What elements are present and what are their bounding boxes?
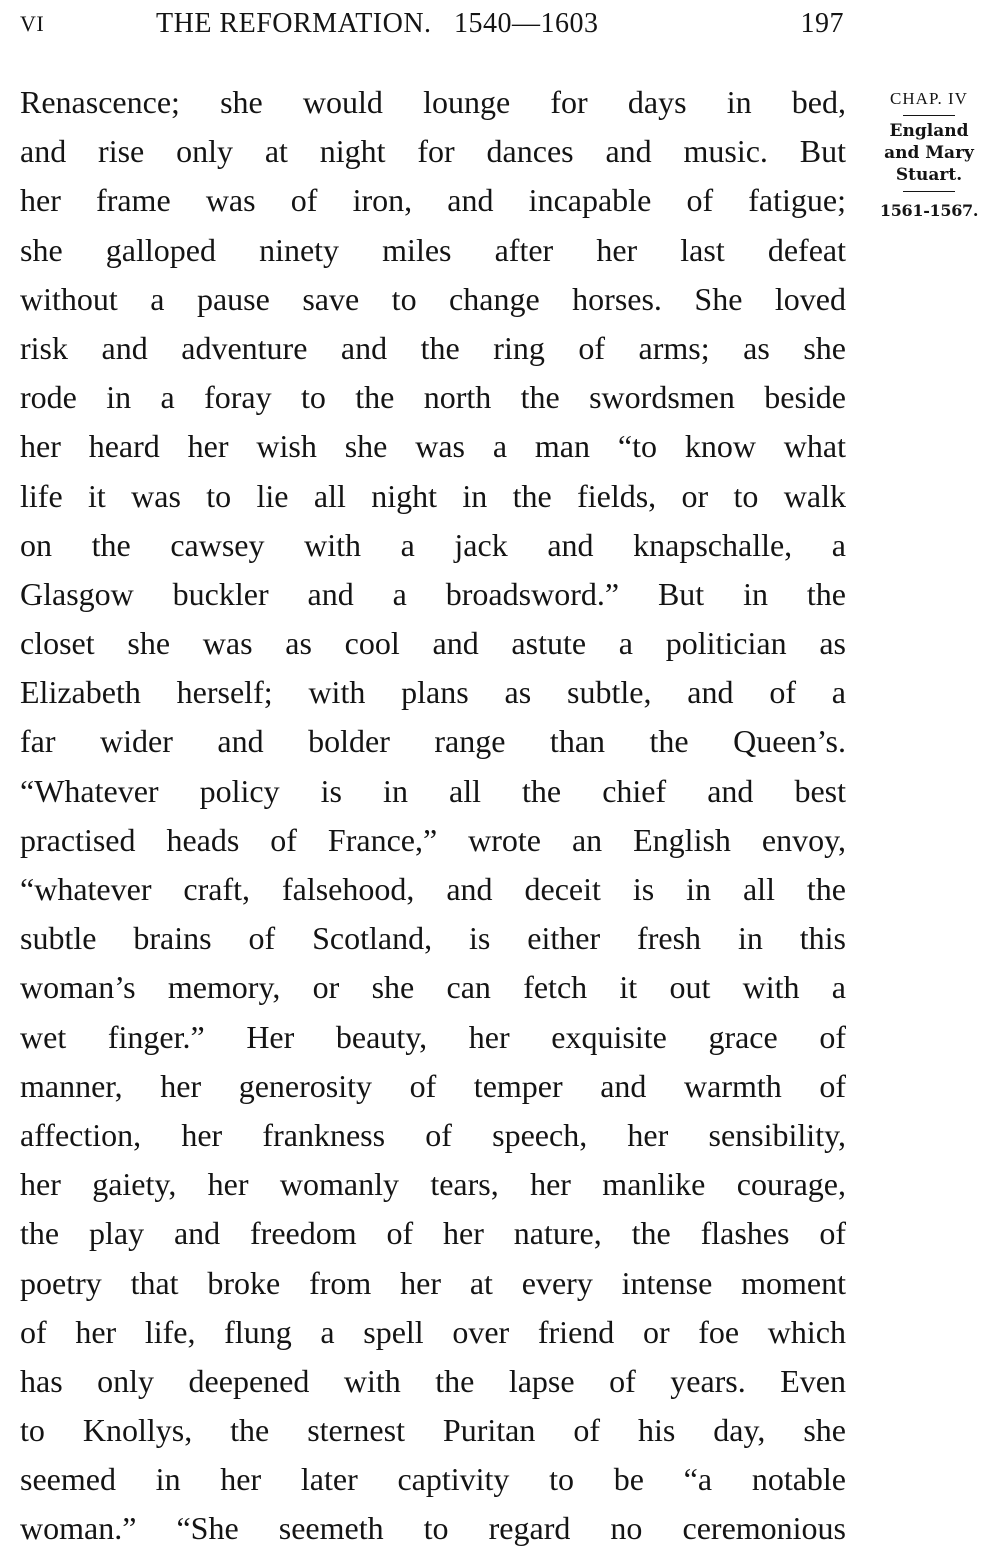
text-line: rode in a foray to the north the swordsmen beside bbox=[20, 379, 846, 416]
chapter-subject bbox=[862, 120, 996, 186]
chapter-subject-line: England bbox=[889, 121, 969, 141]
text-line: Renascence; she would lounge for days in bed, bbox=[20, 84, 846, 120]
text-line: to Knollys, the sternest Puritan of his day, she bbox=[20, 1412, 846, 1449]
text-line: Glasgow buckler and a broadsword.” But in the bbox=[20, 575, 846, 612]
text-line: has only deepened with the lapse of years. Even bbox=[20, 1362, 846, 1399]
margin-note bbox=[862, 88, 996, 222]
section-number: VI bbox=[20, 11, 45, 36]
margin-rule-top bbox=[903, 115, 955, 116]
text-line: woman’s memory, or she can fetch it out with a bbox=[20, 969, 846, 1006]
chapter-subject-line: and Mary bbox=[884, 143, 974, 163]
text-line: on the cawsey with a jack and knapschalle, a bbox=[20, 526, 846, 563]
text-line: life it was to lie all night in the fields, or to walk bbox=[20, 477, 846, 514]
text-line: she galloped ninety miles after her last defeat bbox=[20, 231, 846, 268]
text-line: subtle brains of Scotland, is either fresh in this bbox=[20, 920, 846, 957]
text-line: affection, her frankness of speech, her sensibility, bbox=[20, 1116, 846, 1153]
text-line: her frame was of iron, and incapable of fatigue; bbox=[20, 182, 846, 219]
text-line: poetry that broke from her at every intense moment bbox=[20, 1264, 846, 1301]
text-line: her heard her wish she was a man “to know what bbox=[20, 428, 846, 465]
running-head bbox=[20, 6, 846, 42]
running-title: THE REFORMATION. 1540—1603 bbox=[156, 8, 599, 39]
margin-rule-bottom bbox=[903, 191, 955, 192]
text-line: wet finger.” Her beauty, her exquisite grace of bbox=[20, 1018, 846, 1055]
body-text bbox=[20, 78, 846, 1554]
text-line: “Whatever policy is in all the chief and best bbox=[20, 772, 846, 809]
chapter-dates: 1561-1567. bbox=[879, 201, 979, 220]
page-number: 197 bbox=[800, 8, 844, 39]
text-line: Elizabeth herself; with plans as subtle, and of a bbox=[20, 674, 846, 711]
text-line: risk and adventure and the ring of arms; as she bbox=[20, 329, 846, 366]
chapter-subject-line: Stuart. bbox=[895, 165, 963, 185]
text-line: practised heads of France,” wrote an English envoy, bbox=[20, 821, 846, 858]
text-line: without a pause save to change horses. She loved bbox=[20, 280, 846, 317]
text-line: “whatever craft, falsehood, and deceit is in all the bbox=[20, 871, 846, 907]
text-line: closet she was as cool and astute a politician as bbox=[20, 625, 846, 662]
text-line: far wider and bolder range than the Queen’s. bbox=[20, 723, 846, 760]
text-line: of her life, flung a spell over friend or foe which bbox=[20, 1313, 846, 1350]
text-line: manner, her generosity of temper and warmth of bbox=[20, 1067, 846, 1104]
text-line: her gaiety, her womanly tears, her manlike courage, bbox=[20, 1166, 846, 1203]
text-line: and rise only at night for dances and music. But bbox=[20, 133, 846, 170]
text-line: seemed in her later captivity to be “a notable bbox=[20, 1461, 846, 1498]
text-line: woman.” “She seemeth to regard no ceremonious bbox=[20, 1510, 846, 1547]
chapter-label: CHAP. IV bbox=[890, 89, 968, 108]
text-line: the play and freedom of her nature, the flashes of bbox=[20, 1215, 846, 1252]
